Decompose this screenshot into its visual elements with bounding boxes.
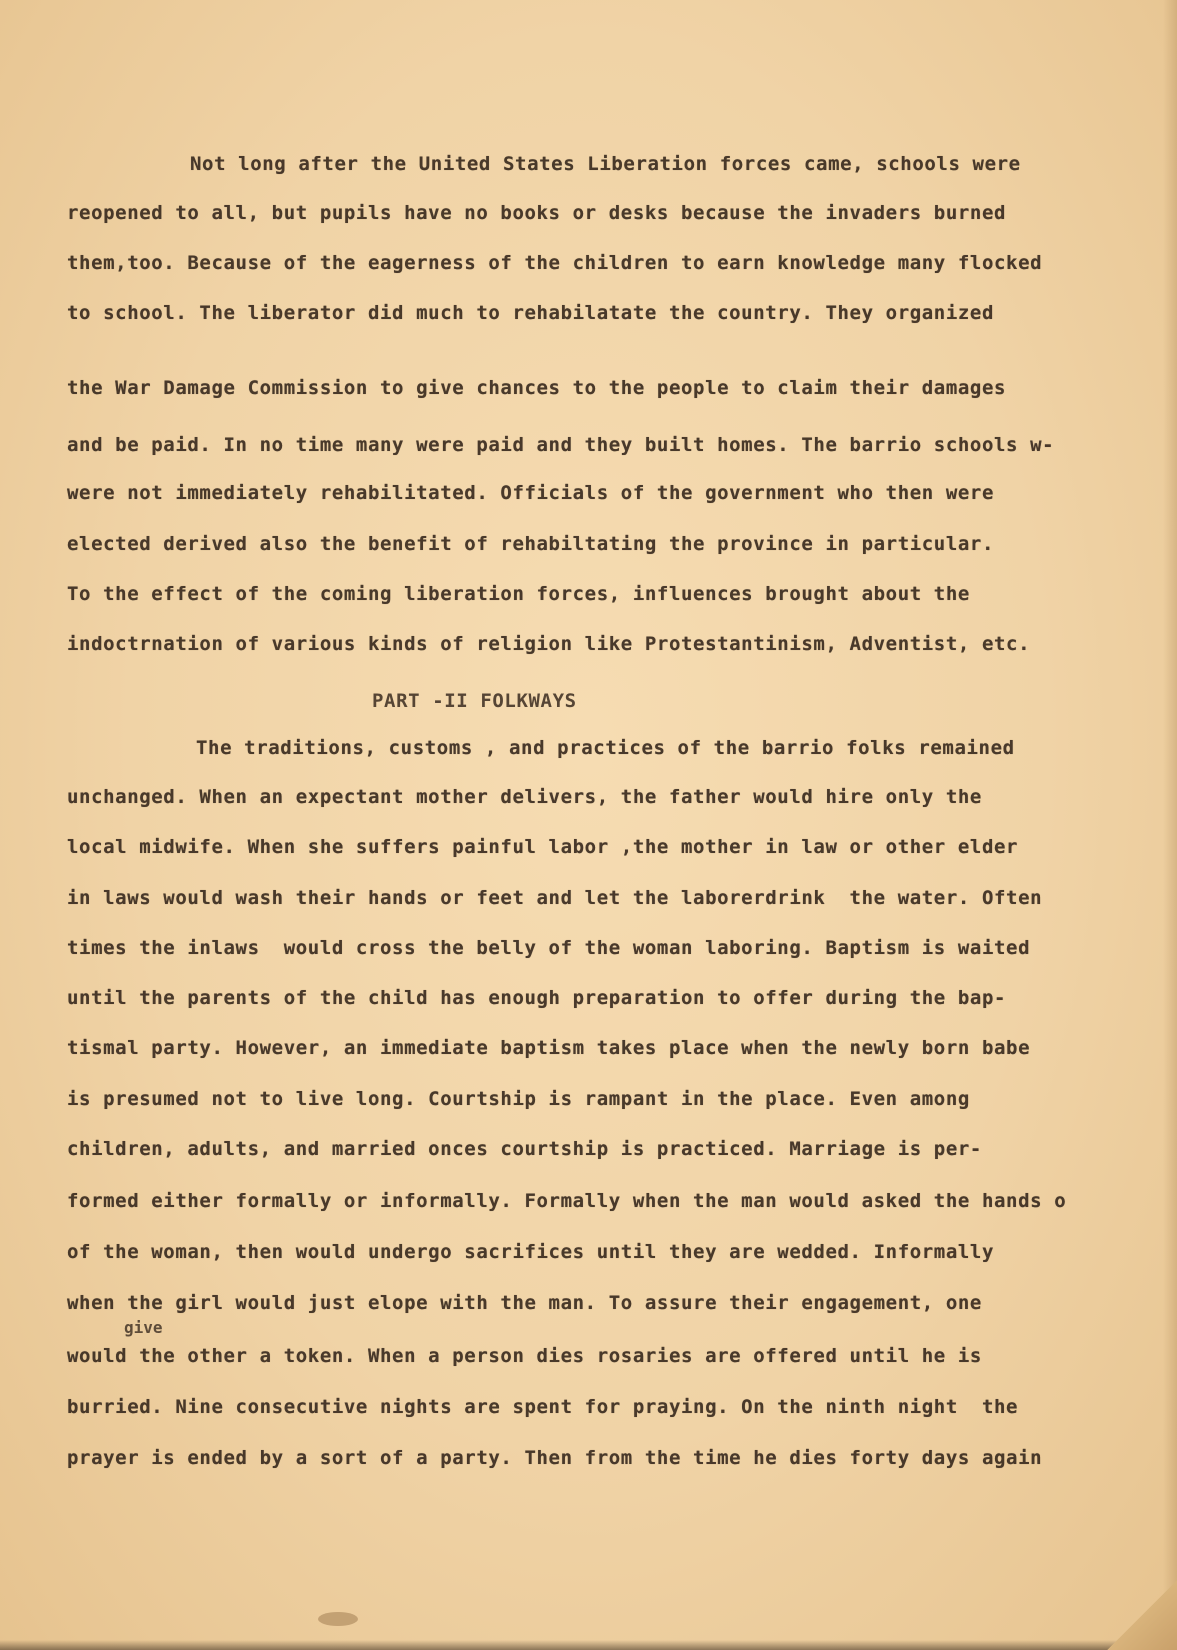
page-bottom-edge bbox=[0, 1640, 1177, 1650]
text-line: indoctrnation of various kinds of religion like Protestantinism, Adventist, etc. bbox=[67, 633, 1031, 655]
text-line: children, adults, and married onces courtship is practiced. Marriage is per- bbox=[67, 1138, 982, 1160]
text-line: the War Damage Commission to give chances to the people to claim their damages bbox=[67, 377, 1007, 399]
text-line: is presumed not to live long. Courtship is rampant in the place. Even among bbox=[67, 1088, 970, 1110]
text-line: The traditions, customs , and practices of the barrio folks remained bbox=[196, 737, 1015, 759]
text-line: them,too. Because of the eagerness of the children to earn knowledge many flocked bbox=[67, 252, 1043, 274]
text-line: elected derived also the benefit of rehabiltating the province in particular. bbox=[67, 533, 994, 555]
interlinear-insertion: give bbox=[124, 1318, 163, 1337]
page-edge-shadow bbox=[1163, 0, 1177, 1650]
text-line: formed either formally or informally. Formally when the man would asked the hands o bbox=[67, 1190, 1067, 1212]
text-line: To the effect of the coming liberation forces, influences brought about the bbox=[67, 583, 970, 605]
text-line: unchanged. When an expectant mother delivers, the father would hire only the bbox=[67, 786, 982, 808]
text-line: of the woman, then would undergo sacrifices until they are wedded. Informally bbox=[67, 1241, 994, 1263]
text-line: were not immediately rehabilitated. Officials of the government who then were bbox=[67, 482, 994, 504]
text-line: tismal party. However, an immediate baptism takes place when the newly born babe bbox=[67, 1037, 1031, 1059]
text-line: local midwife. When she suffers painful labor ,the mother in law or other elder bbox=[67, 836, 1019, 858]
paper-stain bbox=[318, 1612, 358, 1626]
text-line: when the girl would just elope with the man. To assure their engagement, one bbox=[67, 1292, 982, 1314]
text-line: Not long after the United States Liberation forces came, schools were bbox=[190, 153, 1021, 175]
page-corner bbox=[1107, 1580, 1177, 1650]
text-line: and be paid. In no time many were paid and they built homes. The barrio schools w- bbox=[67, 434, 1055, 456]
text-line: to school. The liberator did much to rehabilatate the country. They organized bbox=[67, 302, 994, 324]
text-line: reopened to all, but pupils have no books or desks because the invaders burned bbox=[67, 202, 1007, 224]
text-line: until the parents of the child has enough preparation to offer during the bap- bbox=[67, 987, 1007, 1009]
text-line: prayer is ended by a sort of a party. Then from the time he dies forty days again bbox=[67, 1447, 1043, 1469]
section-heading: PART -II FOLKWAYS bbox=[372, 690, 577, 712]
text-line: burried. Nine consecutive nights are spent for praying. On the ninth night the bbox=[67, 1396, 1019, 1418]
text-line: would the other a token. When a person dies rosaries are offered until he is bbox=[67, 1345, 982, 1367]
text-line: times the inlaws would cross the belly of the woman laboring. Baptism is waited bbox=[67, 937, 1031, 959]
text-line: in laws would wash their hands or feet and let the laborerdrink the water. Often bbox=[67, 887, 1043, 909]
